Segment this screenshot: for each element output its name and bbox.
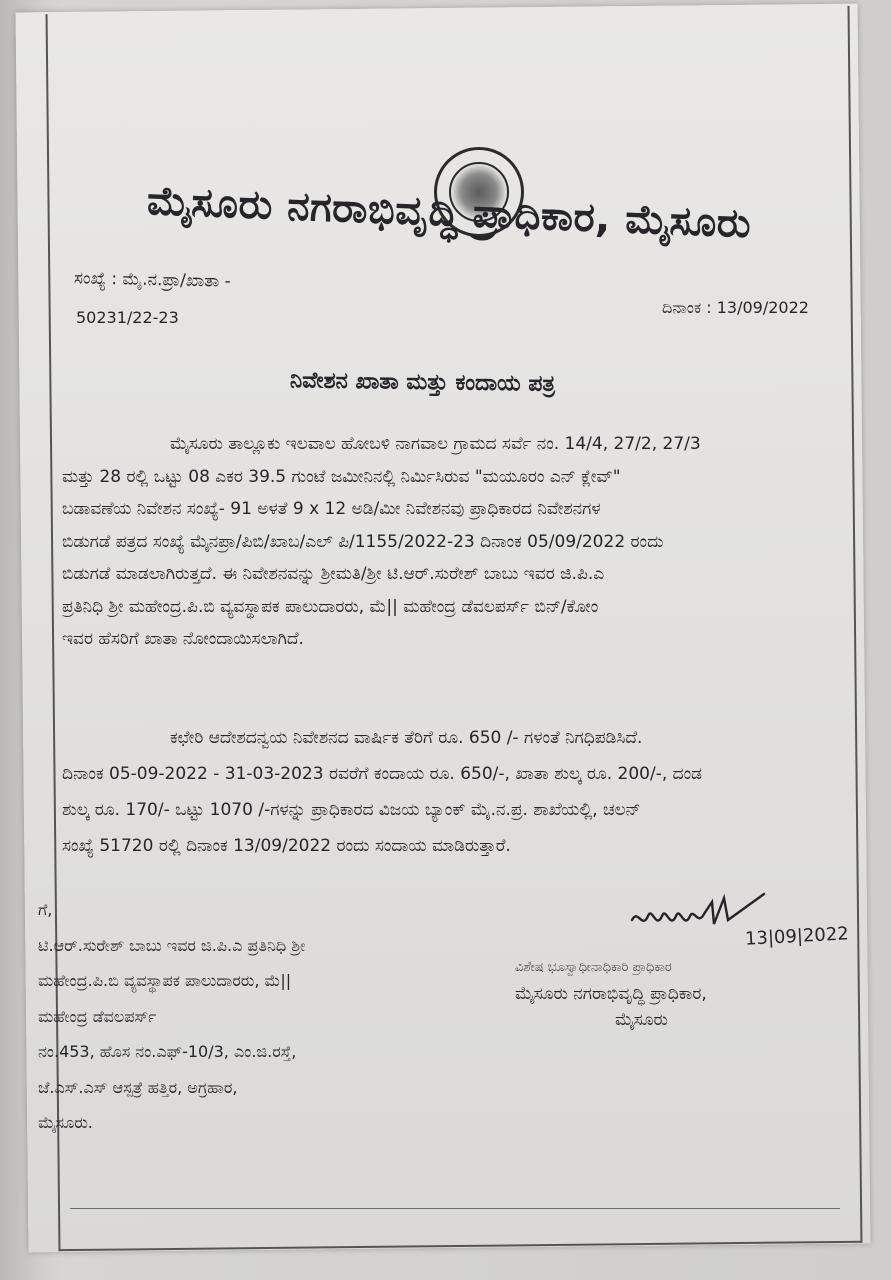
officer-stamp-text: ವಿಶೇಷ ಭೂಸ್ವಾಧೀನಾಧಿಕಾರಿ ಪ್ರಾಧಿಕಾರ	[515, 960, 672, 975]
address-line: ಟಿ.ಆರ್.ಸುರೇಶ್ ಬಾಬು ಇವರ ಜಿ.ಪಿ.ಎ ಪ್ರತಿನಿಧಿ ಶ್ರೀ	[38, 935, 306, 955]
paragraph-line: ಶುಲ್ಕ ರೂ. 170/- ಒಟ್ಟು 1070 /-ಗಳನ್ನು ಪ್ರಾಧಿಕಾರದ ವಿಜಯ ಬ್ಯಾಂಕ್ ಮೈ.ನ.ಪ್ರ. ಶಾಖೆಯಲ್ಲಿ, ಚಲನ್	[62, 800, 641, 820]
paragraph-line: ಸಂಖ್ಯೆ 51720 ರಲ್ಲಿ ದಿನಾಂಕ 13/09/2022 ರಂದು ಸಂದಾಯ ಮಾಡಿರುತ್ತಾರೆ.	[62, 836, 511, 856]
paragraph-line: ಮತ್ತು 28 ರಲ್ಲಿ ಒಟ್ಟು 08 ಎಕರ 39.5 ಗುಂಟೆ ಜಮೀನಿನಲ್ಲಿ ನಿರ್ಮಿಸಿರುವ "ಮಯೂರಂ ಎನ್ ಕ್ಲೇವ್"	[62, 466, 621, 487]
paragraph-line: ಬಿಡುಗಡೆ ಮಾಡಲಾಗಿರುತ್ತದೆ. ಈ ನಿವೇಶನವನ್ನು ಶ್ರೀಮತಿ/ಶ್ರೀ ಟಿ.ಆರ್.ಸುರೇಶ್ ಬಾಬು ಇವರ ಜಿ.ಪಿ.ಎ	[62, 564, 605, 584]
paragraph-line: ಇವರ ಹೆಸರಿಗೆ ಖಾತಾ ನೋಂದಾಯಿಸಲಾಗಿದೆ.	[62, 629, 304, 649]
signatory-block	[515, 955, 707, 1033]
paragraph-line: ಬಡಾವಣೆಯ ನಿವೇಶನ ಸಂಖ್ಯೆ- 91 ಅಳತೆ 9 x 12 ಅಡಿ/ಮೀ ನಿವೇಶನವು ಪ್ರಾಧಿಕಾರದ ನಿವೇಶನಗಳ	[62, 499, 601, 519]
body-paragraph-1	[62, 428, 852, 656]
address-line: ಮಹೇಂದ್ರ.ಪಿ.ಬಿ ವ್ಯವಸ್ಥಾಪಕ ಪಾಲುದಾರರು, ಮೆ||	[38, 971, 292, 990]
office-name: ಮೈಸೂರು ನಗರಾಭಿವೃದ್ಧಿ ಪ್ರಾಧಿಕಾರ,	[515, 984, 707, 1004]
office-city: ಮೈಸೂರು	[615, 1010, 668, 1030]
letter-subject: ನಿವೇಶನ ಖಾತಾ ಮತ್ತು ಕಂದಾಯ ಪತ್ರ	[289, 368, 556, 397]
letterhead-title: ಮೈಸೂರು ನಗರಾಭಿವೃದ್ಧಿ ಪ್ರಾಧಿಕಾರ, ಮೈಸೂರು	[146, 178, 753, 248]
address-line: ಮಹೇಂದ್ರ ಡೆವಲಪರ್ಸ್	[38, 1006, 157, 1026]
body-paragraph-2	[62, 720, 852, 864]
bottom-rule	[70, 1208, 840, 1209]
paragraph-line: ಕಛೇರಿ ಆದೇಶದನ್ವಯ ನಿವೇಶನದ ವಾರ್ಷಿಕ ತೆರಿಗೆ ರೂ. 650 /- ಗಳಂತೆ ನಿಗಧಿಪಡಿಸಿದೆ.	[170, 728, 643, 748]
paragraph-line: ದಿನಾಂಕ 05-09-2022 - 31-03-2023 ರವರೆಗೆ ಕಂದಾಯ ರೂ. 650/-, ಖಾತಾ ಶುಲ್ಕ ರೂ. 200/-, ದಂಡ	[62, 764, 703, 784]
address-line: ಗೆ,	[38, 900, 53, 919]
address-line: ನಂ.453, ಹೊಸ ನಂ.ಎಫ್-10/3, ಎಂ.ಜಿ.ರಸ್ತೆ,	[38, 1042, 297, 1061]
address-line: ಜೆ.ಎಸ್.ಎಸ್ ಆಸ್ಪತ್ರೆ ಹತ್ತಿರ, ಅಗ್ರಹಾರ,	[38, 1077, 238, 1097]
paragraph-line: ಬಿಡುಗಡೆ ಪತ್ರದ ಸಂಖ್ಯೆ ಮೈನಪ್ರಾ/ಪಿಬಿ/ಖಾಬ/ಎಲ್ ಪಿ/1155/2022-23 ದಿನಾಂಕ 05/09/2022 ರಂದು	[62, 531, 664, 552]
reference-number-line1: ಸಂಖ್ಯೆ : ಮೈ.ನ.ಪ್ರಾ/ಖಾತಾ -	[73, 268, 231, 292]
recipient-address	[38, 892, 305, 1141]
paragraph-line: ಮೈಸೂರು ತಾಲ್ಲೂಕು ಇಲವಾಲ ಹೋಬಳಿ ನಾಗವಾಲ ಗ್ರಾಮದ ಸರ್ವೆ ನಂ. 14/4, 27/2, 27/3	[170, 434, 701, 454]
reference-number-line2: 50231/22-23	[76, 308, 179, 327]
signature-date: 13|09|2022	[744, 923, 850, 950]
address-line: ಮೈಸೂರು.	[38, 1113, 93, 1132]
letter-date: ದಿನಾಂಕ : 13/09/2022	[662, 298, 809, 317]
paragraph-line: ಪ್ರತಿನಿಧಿ ಶ್ರೀ ಮಹೇಂದ್ರ.ಪಿ.ಬಿ ವ್ಯವಸ್ಥಾಪಕ ಪಾಲುದಾರರು, ಮೆ|| ಮಹೇಂದ್ರ ಡೆವಲಪರ್ಸ್ ಬಿನ್/ಕೋಂ	[62, 596, 599, 617]
